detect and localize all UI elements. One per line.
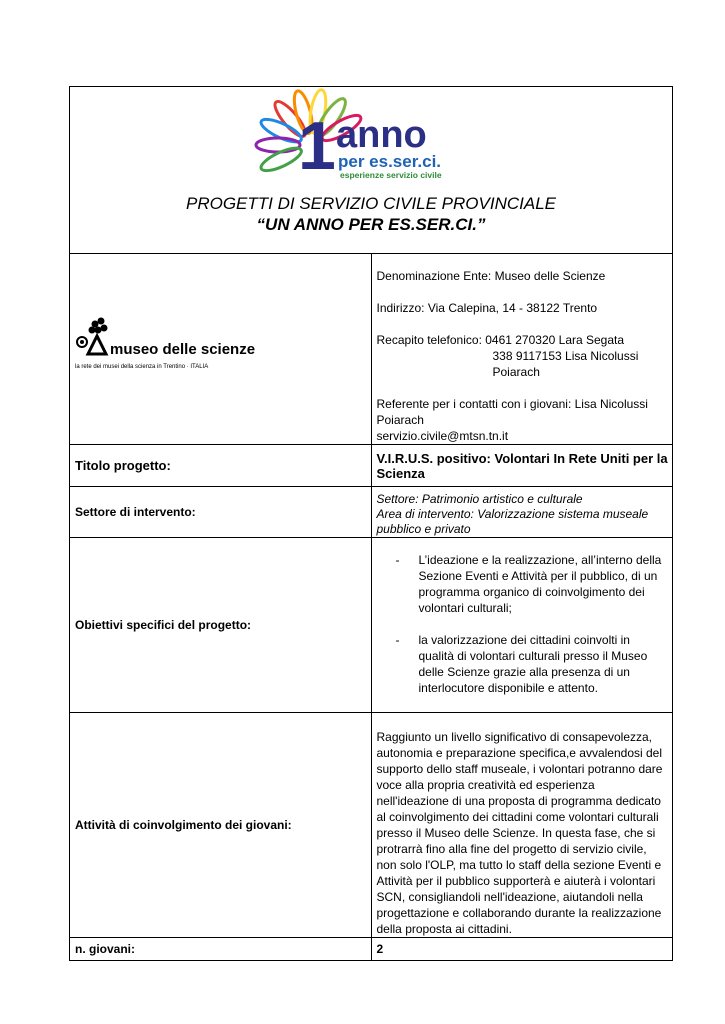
museo-logo — [70, 254, 256, 437]
settore-line-2: Area di intervento: Valorizzazione sistema museale pubblico e privato — [376, 507, 649, 536]
page-title: PROGETTI DI SERVIZIO CIVILE PROVINCIALE — [186, 194, 556, 213]
titolo-value: V.I.R.U.S. positivo: Volontari In Rete Uniti per la Scienza — [371, 445, 673, 487]
obiettivi-cell — [371, 538, 673, 713]
anno-logo — [276, 87, 476, 195]
obiettivi-label: Obiettivi specifici del progetto: — [70, 538, 372, 713]
giovani-label: n. giovani: — [70, 938, 372, 961]
svg-text:museo delle scienze: museo delle scienze — [110, 341, 256, 358]
ente-info-cell — [371, 254, 673, 445]
page-subtitle: “UN ANNO PER ES.SER.CI.” — [256, 215, 486, 234]
svg-text:per es.ser.ci.: per es.ser.ci. — [338, 152, 442, 171]
settore-line-1: Settore: Patrimonio artistico e culturale — [376, 492, 583, 506]
header-cell — [70, 87, 673, 254]
svg-text:esperienze servizio civile: esperienze servizio civile — [340, 170, 442, 180]
attivita-text: Raggiunto un livello significativo di consapevolezza, autonomia e preparazione specifica,e avvalendosi del supporto dello staff museale, i volontari potranno dare voce alla propria creatività ed esperienza nell'ideazione di una proposta di programma dedicato al coinvolgimento dei cittadini come volontari culturali presso il Museo delle Scienze. In questa fase, che si protrarrà fino alla fine del progetto di servizio civile, non solo l'OLP, ma tutto lo staff della sezione Eventi e Attività per il pubblico supporterà e aiuterà i volontari SCN, consigliandoli nell'ideazione, aiutandoli nella progettazione e collaborando durante la realizzazione della proposta ai cittadini. — [376, 730, 663, 936]
obiettivo-item: - L’ideazione e la realizzazione, all’interno della Sezione Eventi e Attività per il pubblico, di un programma organico di coinvolgimento dei volontari culturali; — [395, 553, 662, 615]
document-page — [69, 86, 673, 961]
svg-text:la rete dei musei della scienz: la rete dei musei della scienza in Trentino · ITALIA — [75, 364, 209, 370]
obiettivo-item: - la valorizzazione dei cittadini coinvolti in qualità di volontari culturali presso il Museo delle Scienze grazie alla presenza di un interlocutore disponibile e attento. — [395, 633, 648, 695]
museo-logo-mark — [77, 318, 108, 355]
obiettivo-text: L’ideazione e la realizzazione, all’interno della Sezione Eventi e Attività per il pubblico, di un programma organico di coinvolgimento dei volontari culturali; — [418, 553, 662, 615]
obiettivo-text: la valorizzazione dei cittadini coinvolti in qualità di volontari culturali presso il Museo delle Scienze grazie alla presenza di un interlocutore disponibile e attento. — [418, 633, 648, 695]
ente-logo-cell — [70, 254, 372, 445]
ente-recapito-1: Recapito telefonico: 0461 270320 Lara Segata — [376, 333, 625, 347]
ente-indirizzo: Indirizzo: Via Calepina, 14 - 38122 Trento — [376, 301, 598, 315]
svg-text:anno: anno — [336, 114, 427, 156]
ente-referente: Referente per i contatti con i giovani: Lisa Nicolussi Poiarach — [376, 397, 648, 427]
attivita-label: Attività di coinvolgimento dei giovani: — [70, 713, 372, 938]
svg-text:1: 1 — [298, 108, 336, 184]
ente-denominazione: Denominazione Ente: Museo delle Scienze — [376, 269, 606, 283]
project-table — [69, 86, 673, 961]
ente-email: servizio.civile@mtsn.tn.it — [376, 429, 509, 443]
anno-logo-graphic — [276, 87, 476, 195]
titolo-label: Titolo progetto: — [70, 445, 372, 487]
attivita-cell — [371, 713, 673, 938]
ente-recapito-2: 338 9117153 Lisa Nicolussi Poiarach — [492, 349, 639, 379]
settore-label: Settore di intervento: — [70, 487, 372, 538]
settore-cell — [371, 487, 673, 538]
giovani-value: 2 — [371, 938, 673, 961]
